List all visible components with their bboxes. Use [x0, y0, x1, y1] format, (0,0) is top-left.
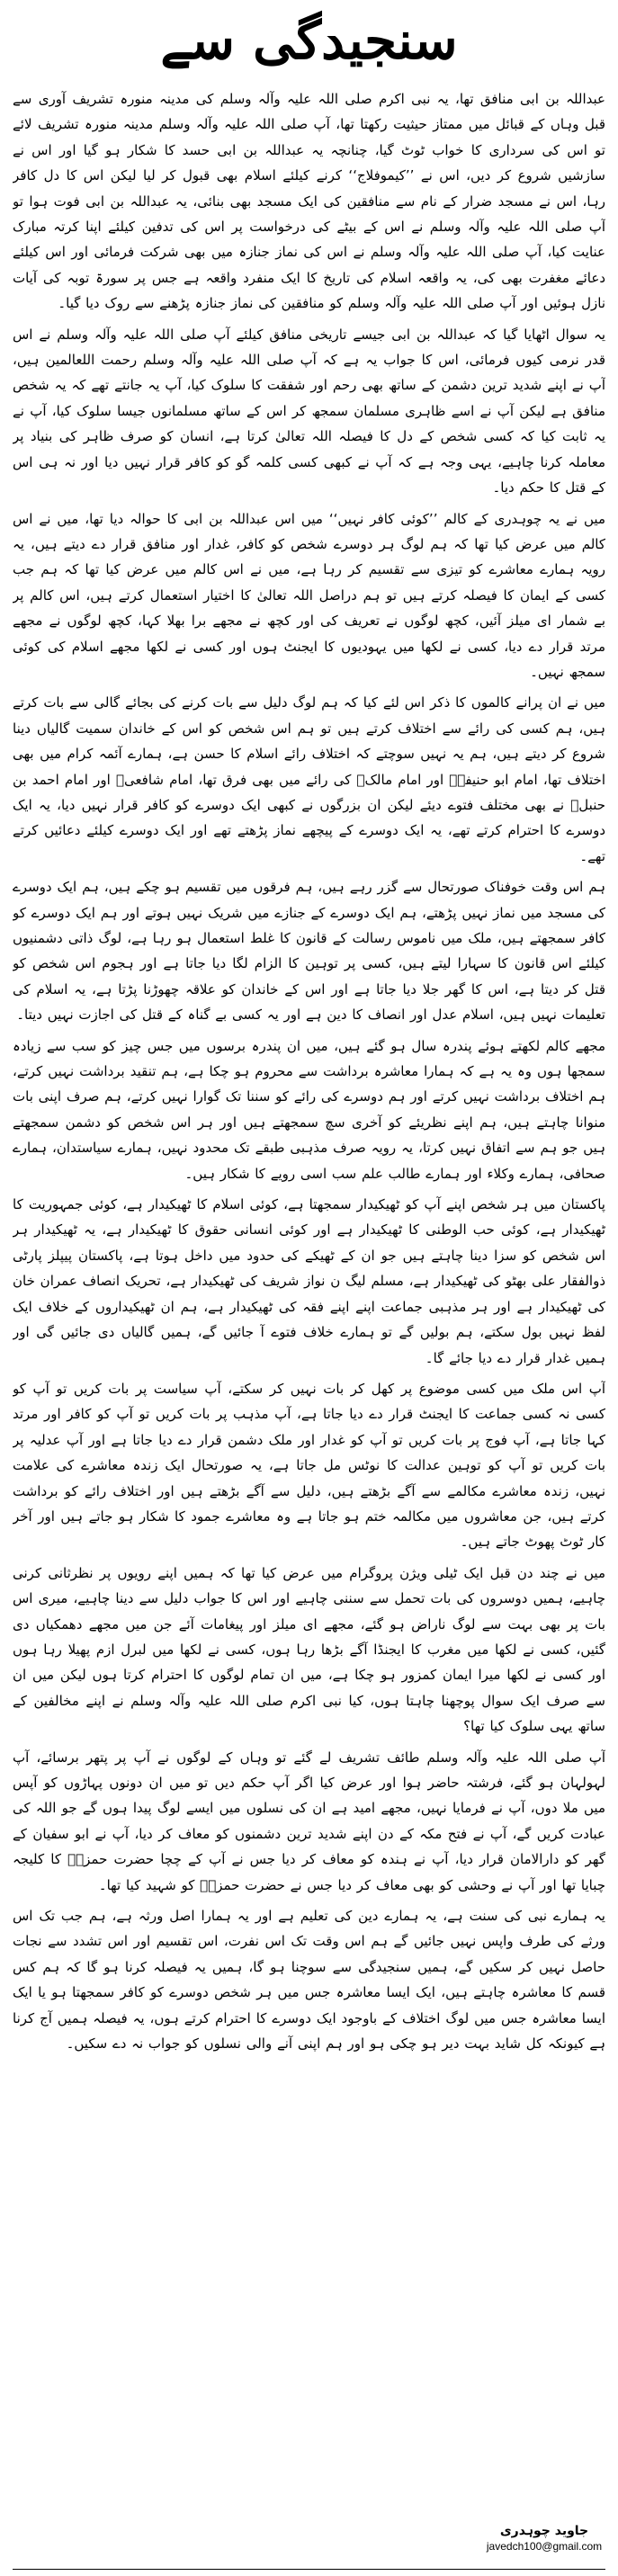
column-paragraph: میں نے ان پرانے کالموں کا ذکر اس لئے کیا کہ ہم لوگ دلیل سے بات کرنے کی بجائے گالی سے بات کرتے ہیں، ہم کسی کی رائے سے اختلاف کرتے ہیں تو ہم اس شخص کو اس کے خاندان سمیت گالیاں دینا شروع کر دیتے ہیں، ہم یہ نہیں سوچتے کہ اختلاف رائے اسلام کا حسن ہے، ہمارے آئمہ کرام میں بھی اختلاف تھا، امام ابو حنیفہؒ اور امام مالکؒ کی رائے میں بھی فرق تھا، امام شافعیؒ اور امام احمد بن حنبلؒ نے بھی مختلف فتوے دیئے لیکن ان بزرگوں نے کبھی ایک دوسرے کو کافر قرار نہیں دیا، یہ ایک دوسرے کا احترام کرتے تھے، یہ ایک دوسرے کے پیچھے نماز پڑھتے تھے اور ایک دوسرے کیلئے دعائیں کرتے تھے۔ [13, 694, 605, 864]
column-paragraph: میں نے یہ چوہدری کے کالم ’’کوئی کافر نہیں‘‘ میں اس عبداللہ بن ابی کا حوالہ دیا تھا، میں نے اس کالم میں عرض کیا تھا کہ ہم لوگ ہر دوسرے شخص کو کافر، غدار اور منافق قرار دے دیتے ہیں، یہ رویہ ہمارے معاشرے کو تیزی سے تقسیم کر رہا ہے، میں نے اس کالم میں عرض کیا تھا کہ ہم جب کسی کے ایمان کا فیصلہ کرتے ہیں تو ہم دراصل اللہ تعالیٰ کا اختیار استعمال کرتے ہیں، اس کالم پر بے شمار ای میلز آئیں، کچھ لوگوں نے تعریف کی اور کچھ نے مجھے برا بھلا کہا، کچھ لوگوں نے مجھے مرتد قرار دے دیا، کسی نے لکھا میں یہودیوں کا ایجنٹ ہوں اور کسی نے لکھا مجھے اسلام کی کوئی سمجھ نہیں۔ [13, 510, 605, 680]
column-paragraph: عبداللہ بن ابی منافق تھا، یہ نبی اکرم صلی اللہ علیہ وآلہ وسلم کی مدینہ منورہ تشریف آوری سے قبل وہاں کے قبائل میں ممتاز حیثیت رکھتا تھا، آپ صلی اللہ علیہ وآلہ وسلم مدینہ منورہ تشریف لائے تو اس کی سرداری کا خواب ٹوٹ گیا، چنانچہ یہ عبداللہ بن ابی حسد کا شکار ہو گیا اور اس نے سازشیں شروع کر دیں، اس نے ’’کیموفلاج‘‘ کرنے کیلئے اسلام بھی قبول کر لیا لیکن اس کا دل کافر رہا، اس نے مسجد ضرار کے نام سے منافقین کی ایک مسجد بھی بنائی، یہ عبداللہ بن ابی فوت ہوا تو آپ صلی اللہ علیہ وآلہ وسلم نے اس کے بیٹے کی درخواست پر اس کی تدفین کیلئے اپنا کرتہ مبارک عنایت کیا، آپ صلی اللہ علیہ وآلہ وسلم نے اس کی نماز جنازہ میں بھی شرکت فرمائی اور اس کیلئے دعائے مغفرت بھی کی، یہ واقعہ اسلام کی تاریخ کا ایک منفرد واقعہ ہے جس پر سورۃ توبہ کی آیات نازل ہوئیں اور آپ صلی اللہ علیہ وآلہ وسلم کو منافقین کی نماز جنازہ پڑھنے سے روک دیا گیا۔ [13, 91, 605, 312]
author-byline [486, 2524, 603, 2553]
column-paragraph: یہ سوال اٹھایا گیا کہ عبداللہ بن ابی جیسے تاریخی منافق کیلئے آپ صلی اللہ علیہ وآلہ وسلم نے اس قدر نرمی کیوں فرمائی، اس کا جواب یہ ہے کہ آپ صلی اللہ علیہ وآلہ وسلم رحمت اللعالمین ہیں، آپ نے اپنے شدید ترین دشمن کے ساتھ بھی رحم اور شفقت کا سلوک کیا، آپ یہ جانتے تھے کہ یہ شخص منافق ہے لیکن آپ نے اسے ظاہری مسلمان سمجھ کر اس کے ساتھ مسلمانوں جیسا سلوک کیا، آپ نے یہ ثابت کیا کہ کسی شخص کے دل کا فیصلہ اللہ تعالیٰ کرتا ہے، انسان کو صرف ظاہر کی بنیاد پر معاملہ کرنا چاہیے، یہی وجہ ہے کہ آپ نے کبھی کسی کلمہ گو کو کافر قرار نہیں دیا اور نہ ہی اس کے قتل کا حکم دیا۔ [13, 326, 605, 496]
author-name: جاوید چوہدری [499, 2524, 589, 2538]
bottom-divider [13, 2569, 605, 2570]
column-body [13, 86, 605, 2515]
column-paragraph: ہم اس وقت خوفناک صورتحال سے گزر رہے ہیں، ہم فرقوں میں تقسیم ہو چکے ہیں، ہم ایک دوسرے کی مسجد میں نماز نہیں پڑھتے، ہم ایک دوسرے کے جنازے میں شریک نہیں ہوتے اور ہم ایک دوسرے کو کافر سمجھتے ہیں، ملک میں ناموس رسالت کے قانون کا غلط استعمال ہو رہا ہے، لوگ ذاتی دشمنیوں کیلئے اس قانون کا سہارا لیتے ہیں، کسی پر توہین کا الزام لگا دیا جاتا ہے اور ہجوم اس شخص کو قتل کر دیتا ہے، اس کا گھر جلا دیا جاتا ہے اور اس کے خاندان کو علاقہ چھوڑنا پڑتا ہے، یہ اسلام کی تعلیمات نہیں ہیں، اسلام عدل اور انصاف کا دین ہے اور یہ کسی بے گناہ کے قتل کی اجازت نہیں دیتا۔ [13, 879, 605, 1024]
column-paragraph: آپ اس ملک میں کسی موضوع پر کھل کر بات نہیں کر سکتے، آپ سیاست پر بات کریں تو آپ کو کسی نہ کسی جماعت کا ایجنٹ قرار دے دیا جاتا ہے، آپ مذہب پر بات کریں تو آپ کو کافر اور مرتد کہا جاتا ہے، آپ فوج پر بات کریں تو آپ کو غدار اور ملک دشمن قرار دے دیا جاتا ہے اور آپ عدلیہ پر بات کریں تو آپ کو توہین عدالت کا نوٹس مل جاتا ہے، یہ صورتحال ایک زندہ معاشرے کی علامت نہیں، زندہ معاشرے مکالمے سے آگے بڑھتے ہیں، دلیل سے آگے بڑھتے ہیں اور اختلاف رائے کو برداشت کرتے ہیں، جن معاشروں میں مکالمہ ختم ہو جاتا ہے وہ معاشرے جمود کا شکار ہو جاتے ہیں اور آخر کار ٹوٹ پھوٹ جاتے ہیں۔ [13, 1380, 605, 1551]
column-paragraph: پاکستان میں ہر شخص اپنے آپ کو ٹھیکیدار سمجھتا ہے، کوئی اسلام کا ٹھیکیدار ہے، کوئی جمہوریت کا ٹھیکیدار ہے، کوئی حب الوطنی کا ٹھیکیدار ہے اور کوئی انسانی حقوق کا ٹھیکیدار ہے، یہ ٹھیکیدار ہر اس شخص کو سزا دینا چاہتے ہیں جو ان کے ٹھیکے کی حدود میں داخل ہوتا ہے، پاکستان پیپلز پارٹی ذوالفقار علی بھٹو کی ٹھیکیدار ہے، مسلم لیگ ن نواز شریف کی ٹھیکیدار ہے، تحریک انصاف عمران خان کی ٹھیکیدار ہے اور ہر مذہبی جماعت اپنے اپنے فقہ کی ٹھیکیدار ہے، ہم ان ٹھیکیداروں کے خلاف ایک لفظ نہیں بول سکتے، ہم بولیں گے تو ہمارے خلاف فتوے آ جائیں گے، ہمیں گالیاں دی جائیں گی اور ہمیں غدار قرار دے دیا جائے گا۔ [13, 1196, 605, 1366]
column-paragraph: مجھے کالم لکھتے ہوئے پندرہ سال ہو گئے ہیں، میں ان پندرہ برسوں میں جس چیز کو سب سے زیادہ سمجھا ہوں وہ یہ ہے کہ ہمارا معاشرہ برداشت سے محروم ہو چکا ہے، ہم تنقید برداشت نہیں کرتے، ہم اختلاف برداشت نہیں کرتے اور ہم دوسرے کی رائے کو سننا تک گوارا نہیں کرتے، ہم صرف اپنی بات منوانا چاہتے ہیں، ہم اپنے نظریئے کو آخری سچ سمجھتے ہیں اور ہر اس شخص کو دشمن سمجھتے ہیں جو ہم سے اتفاق نہیں کرتا، یہ رویہ صرف مذہبی طبقے تک محدود نہیں، ہمارے سیاستدان، ہمارے صحافی، ہمارے وکلاء اور ہمارے طالب علم سب اسی رویے کا شکار ہیں۔ [13, 1037, 605, 1182]
column-paragraph: آپ صلی اللہ علیہ وآلہ وسلم طائف تشریف لے گئے تو وہاں کے لوگوں نے آپ پر پتھر برسائے، آپ لہولہان ہو گئے، فرشتہ حاضر ہوا اور عرض کیا اگر آپ حکم دیں تو میں ان دونوں پہاڑوں کو آپس میں ملا دوں، آپ نے فرمایا نہیں، مجھے امید ہے ان کی نسلوں میں ایسے لوگ پیدا ہوں گے جو اللہ کی عبادت کریں گے، آپ نے فتح مکہ کے دن اپنے شدید ترین دشمنوں کو معاف کر دیا، آپ نے ابو سفیان کے گھر کو دارالامان قرار دیا، آپ نے ہندہ کو معاف کر دیا جس نے آپ کے چچا حضرت حمزہؓ کا کلیجہ چبایا تھا اور آپ نے وحشی کو بھی معاف کر دیا جس نے حضرت حمزہؓ کو شہید کیا تھا۔ [13, 1749, 605, 1893]
column-paragraph: یہ ہمارے نبی کی سنت ہے، یہ ہمارے دین کی تعلیم ہے اور یہ ہمارا اصل ورثہ ہے، ہم جب تک اس ورثے کی طرف واپس نہیں جائیں گے ہم اس وقت تک اس نفرت، اس تقسیم اور اس تشدد سے نجات حاصل نہیں کر سکیں گے، ہمیں سنجیدگی سے سوچنا ہو گا، ہمیں یہ فیصلہ کرنا ہو گا کہ ہم کس قسم کا معاشرہ چاہتے ہیں، ایک ایسا معاشرہ جس میں ہر شخص دوسرے کو کافر سمجھتا ہو یا ایک ایسا معاشرہ جس میں لوگ اختلاف کے باوجود ایک دوسرے کا احترام کرتے ہوں، یہ فیصلہ ہمیں آج کرنا ہے کیونکہ کل شاید بہت دیر ہو چکی ہو اور ہم اپنی آنے والی نسلوں کو جواب نہ دے سکیں۔ [13, 1908, 605, 2053]
column-paragraph: میں نے چند دن قبل ایک ٹیلی ویژن پروگرام میں عرض کیا تھا کہ ہمیں اپنے رویوں پر نظرثانی کرنی چاہیے، ہمیں دوسروں کی بات تحمل سے سننی چاہیے اور اس کا جواب دلیل سے دینا چاہیے، میری اس بات پر بھی بہت سے لوگ ناراض ہو گئے، مجھے ای میلز اور پیغامات آئے جن میں مجھے دھمکیاں دی گئیں، کسی نے لکھا میں مغرب کا ایجنڈا آگے بڑھا رہا ہوں، کسی نے لکھا میں لبرل ازم پھیلا رہا ہوں اور کسی نے لکھا میرا ایمان کمزور ہو چکا ہے، میں ان تمام لوگوں کا احترام کرتا ہوں لیکن میں ان سے صرف ایک سوال پوچھنا چاہتا ہوں، کیا نبی اکرم صلی اللہ علیہ وآلہ وسلم نے اپنے مخالفین کے ساتھ یہی سلوک کیا تھا؟ [13, 1564, 605, 1735]
author-email[interactable]: javedch100@gmail.com [486, 2540, 603, 2553]
column-header [0, 0, 618, 81]
column-title: سنجیدگی سے [160, 10, 458, 71]
